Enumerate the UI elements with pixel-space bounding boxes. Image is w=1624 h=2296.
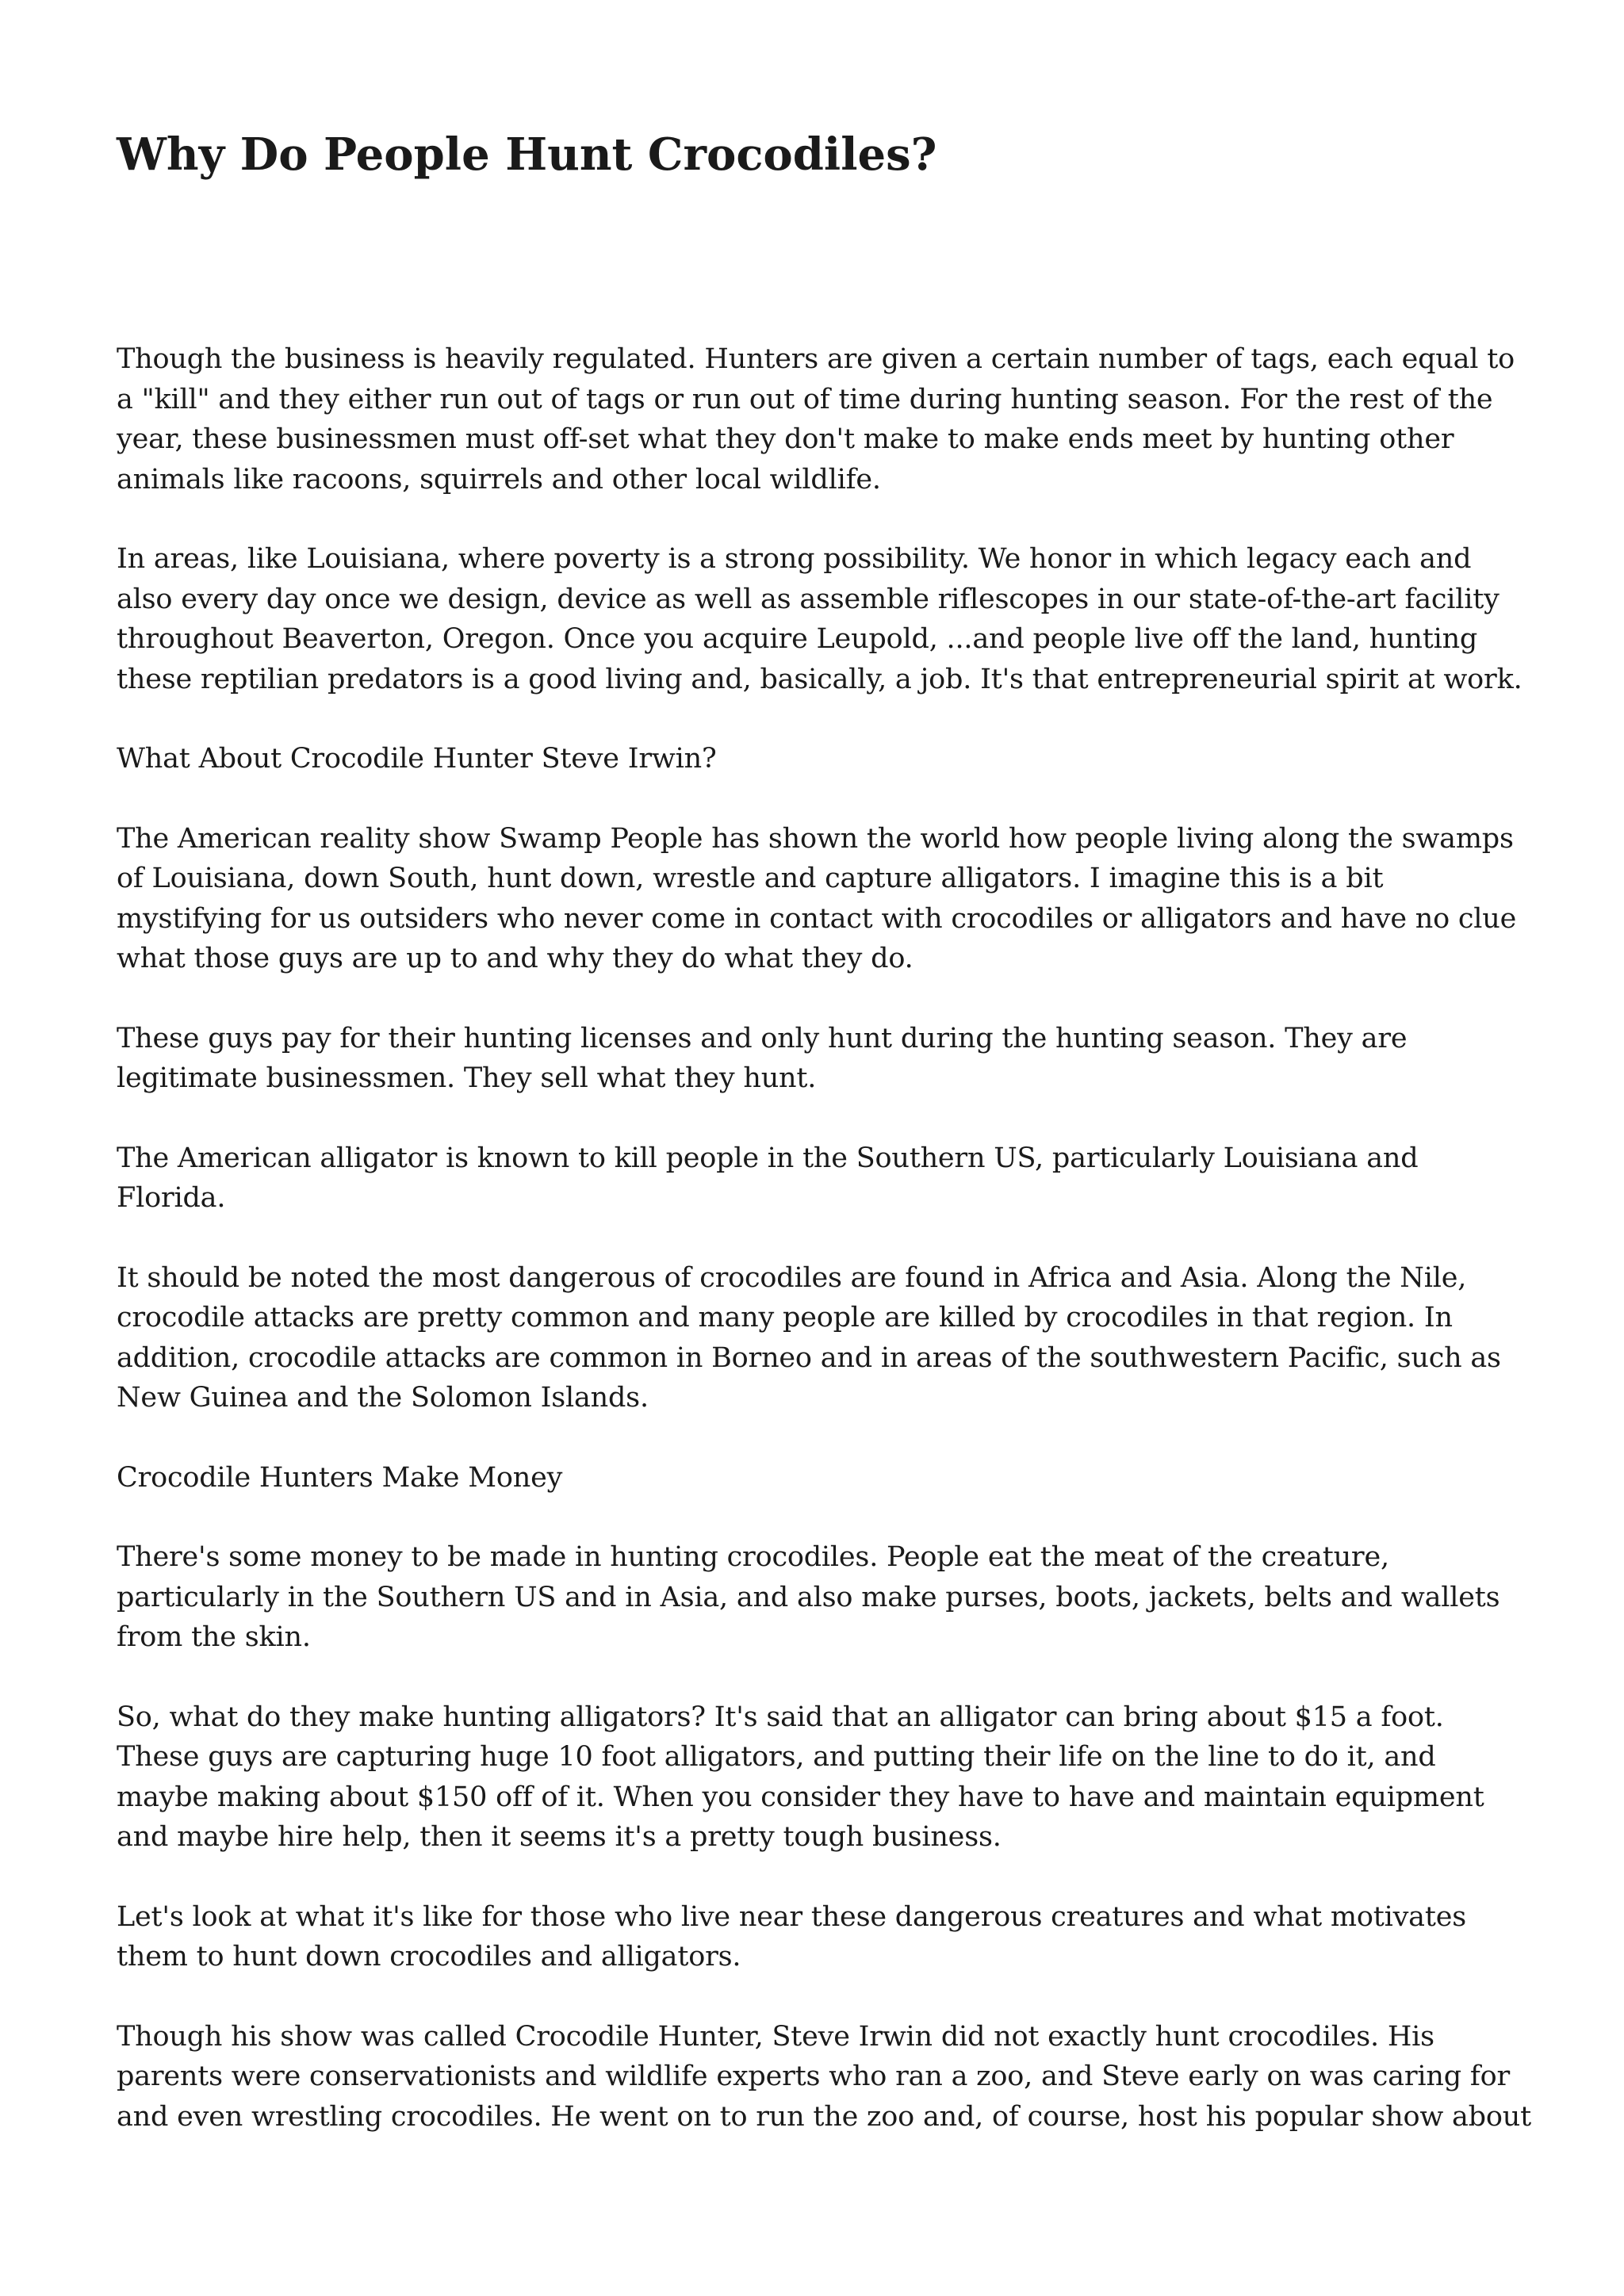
paragraph-line: and even wrestling crocodiles. He went on to run the zoo and, of course, host his popular show about (117, 2100, 1531, 2133)
body-paragraph (117, 739, 1528, 779)
paragraph-line: parents were conservationists and wildlife experts who ran a zoo, and Steve early on was caring for (117, 2061, 1510, 2092)
paragraph-line: these reptilian predators is a good living and, basically, a job. It's that entrepreneurial spirit at work. (117, 663, 1522, 695)
paragraph-line: Let's look at what it's like for those who live near these dangerous creatures and what motivates (117, 1900, 1466, 1933)
paragraph-line: What About Crocodile Hunter Steve Irwin? (117, 743, 717, 775)
paragraph-line: New Guinea and the Solomon Islands. (117, 1382, 649, 1414)
paragraph-line: a "kill" and they either run out of tags or run out of time during hunting season. For the rest of the (117, 383, 1493, 415)
paragraph-line: Florida. (117, 1182, 226, 1214)
paragraph-line: and maybe hire help, then it seems it's a pretty tough business. (117, 1821, 1002, 1853)
paragraph-line: The American reality show Swamp People has shown the world how people living along the swamps (117, 822, 1514, 855)
body-paragraph (117, 819, 1528, 979)
body-paragraph (117, 1019, 1528, 1099)
paragraph-line: from the skin. (117, 1621, 311, 1653)
paragraph-line: what those guys are up to and why they do what they do. (117, 943, 914, 974)
paragraph-line: Though the business is heavily regulated. Hunters are given a certain number of tags, each equal to (117, 343, 1515, 375)
paragraph-line: also every day once we design, device as well as assemble riflescopes in our state-of-the-art facility (117, 583, 1500, 615)
paragraph-line: Though his show was called Crocodile Hunter, Steve Irwin did not exactly hunt crocodiles. His (117, 2020, 1434, 2053)
paragraph-line: Crocodile Hunters Make Money (117, 1461, 563, 1494)
paragraph-line: animals like racoons, squirrels and other local wildlife. (117, 463, 881, 496)
paragraph-line: The American alligator is known to kill people in the Southern US, particularly Louisiana and (117, 1142, 1419, 1174)
paragraph-line: mystifying for us outsiders who never come in contact with crocodiles or alligators and have no clue (117, 902, 1517, 935)
paragraph-line: them to hunt down crocodiles and alligators. (117, 1941, 741, 1973)
paragraph-line: addition, crocodile attacks are common in Borneo and in areas of the southwestern Pacific, such as (117, 1341, 1501, 1374)
body-paragraph (117, 1458, 1528, 1498)
paragraph-line: throughout Beaverton, Oregon. Once you acquire Leupold, ...and people live off the land, hunting (117, 623, 1478, 655)
body-paragraph (117, 1537, 1528, 1658)
body-paragraph (117, 1697, 1528, 1858)
body-paragraph (117, 339, 1528, 499)
page-title: Why Do People Hunt Crocodiles? (117, 128, 937, 181)
paragraph-line: legitimate businessmen. They sell what they hunt. (117, 1062, 817, 1094)
paragraph-line: There's some money to be made in hunting crocodiles. People eat the meat of the creature, (117, 1541, 1389, 1573)
paragraph-line: So, what do they make hunting alligators? It's said that an alligator can bring about $15 a foot. (117, 1701, 1444, 1733)
paragraph-line: In areas, like Louisiana, where poverty is a strong possibility. We honor in which legacy each and (117, 543, 1472, 575)
paragraph-line: It should be noted the most dangerous of crocodiles are found in Africa and Asia. Along the Nile, (117, 1261, 1467, 1294)
paragraph-line: maybe making about $150 off of it. When you consider they have to have and maintain equipment (117, 1781, 1484, 1813)
body-paragraph (117, 539, 1528, 699)
body-paragraph (117, 1138, 1528, 1219)
paragraph-line: crocodile attacks are pretty common and many people are killed by crocodiles in that region. In (117, 1302, 1453, 1334)
paragraph-line: These guys pay for their hunting licenses and only hunt during the hunting season. They are (117, 1022, 1408, 1054)
paragraph-line: of Louisiana, down South, hunt down, wrestle and capture alligators. I imagine this is a bit (117, 863, 1384, 894)
paragraph-line: These guys are capturing huge 10 foot alligators, and putting their life on the line to do it, and (117, 1741, 1436, 1773)
article-body (117, 339, 1531, 2176)
body-paragraph (117, 1258, 1528, 1418)
paragraph-line: year, these businessmen must off-set what they don't make to make ends meet by hunting other (117, 423, 1454, 455)
paragraph-line: particularly in the Southern US and in Asia, and also make purses, boots, jackets, belts and wallets (117, 1581, 1500, 1613)
body-paragraph (117, 2017, 1531, 2137)
body-paragraph (117, 1897, 1528, 1977)
